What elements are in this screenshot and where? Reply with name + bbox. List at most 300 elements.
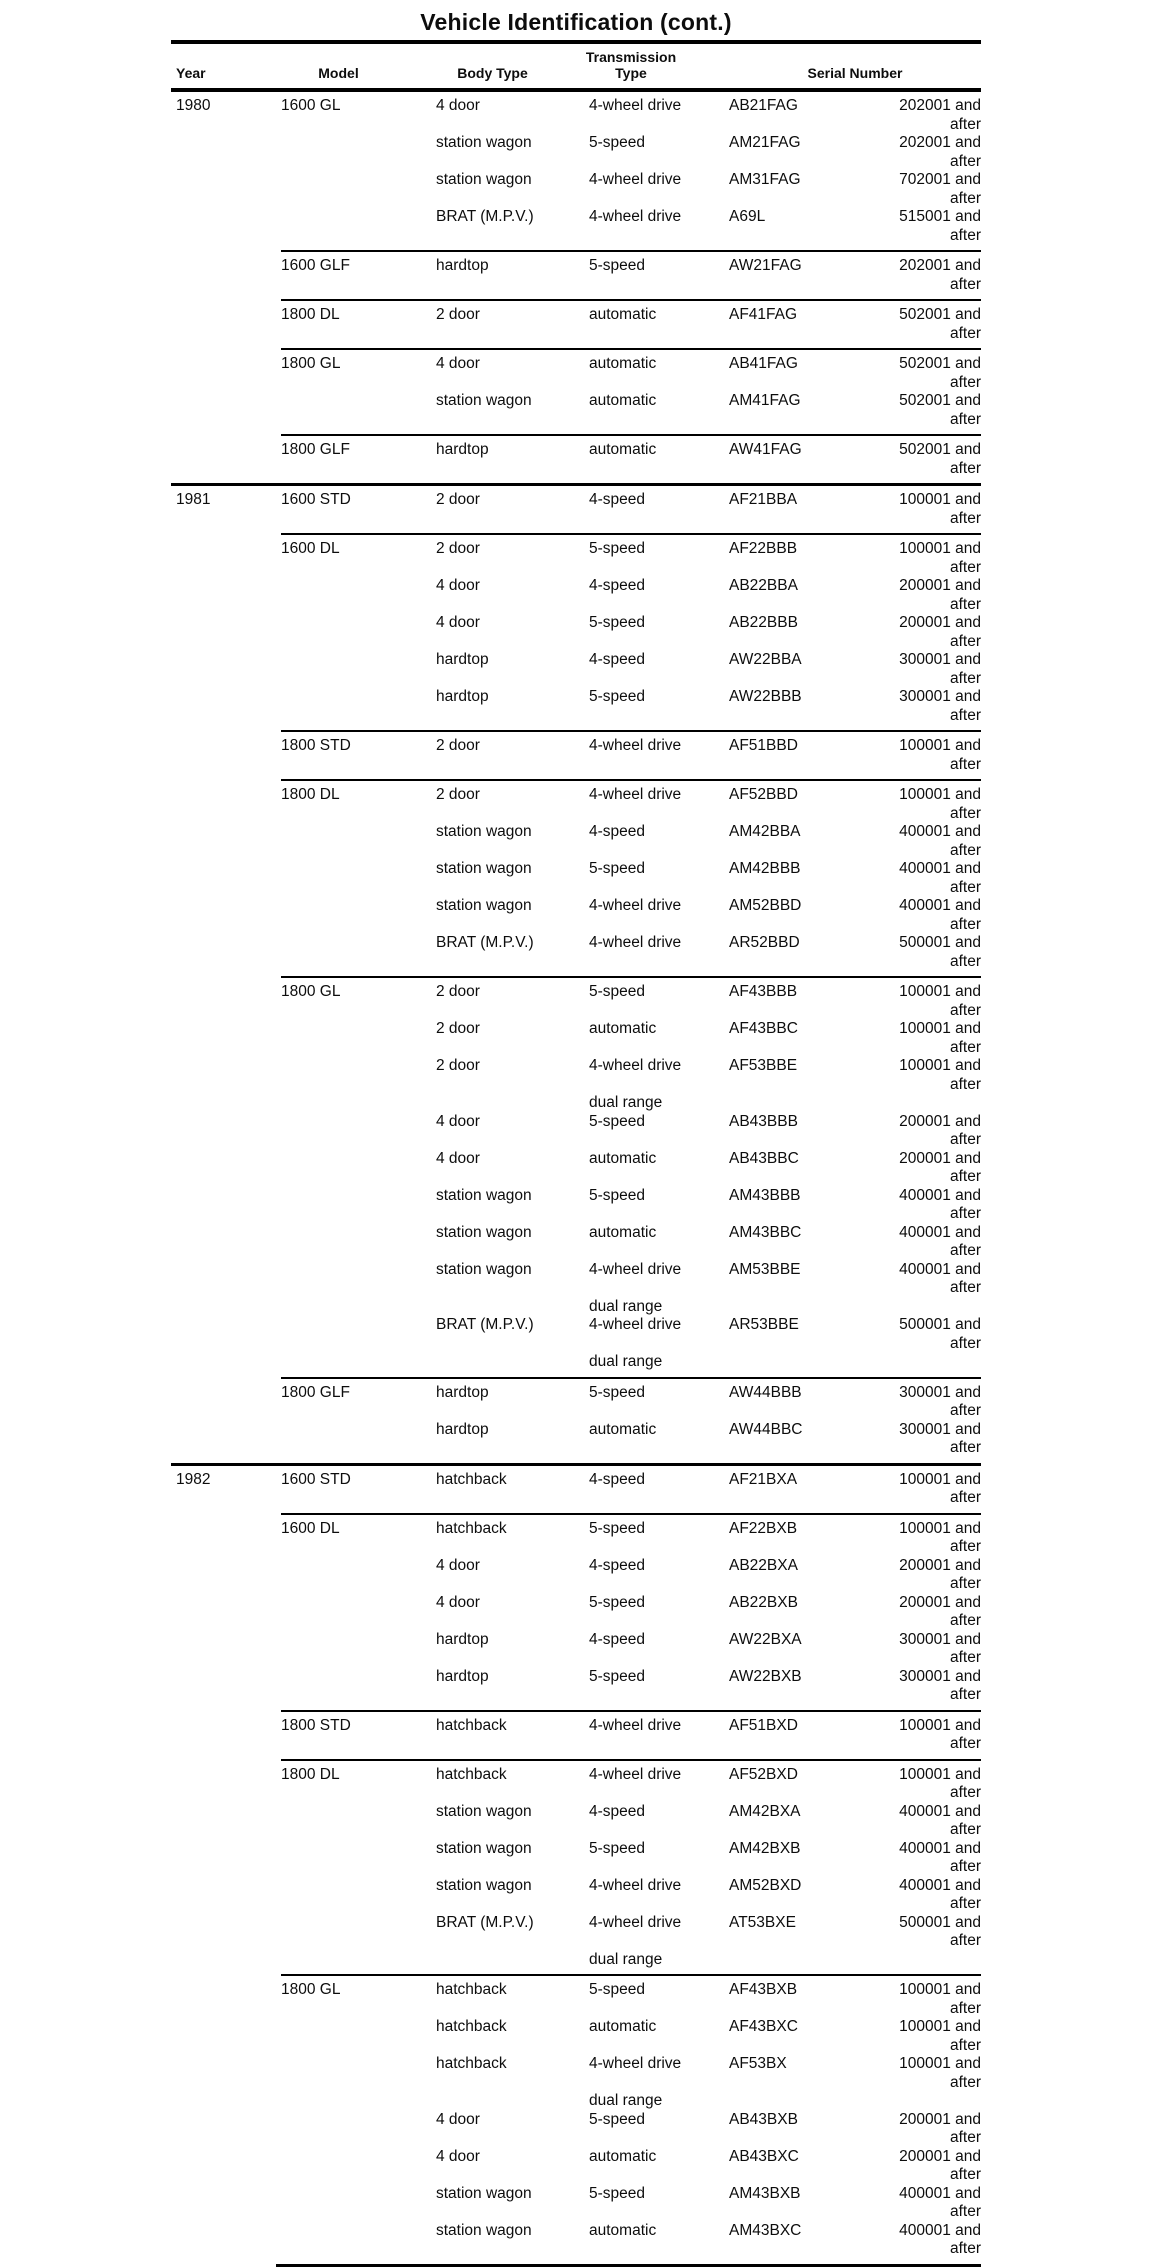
serial-code-cell: AW22BXA: [729, 1630, 802, 1648]
serial-code-cell: AB43BBC: [729, 1149, 799, 1167]
model-rows: [436, 1384, 981, 1458]
body-type-cell: hardtop: [436, 1667, 489, 1685]
transmission-cell: 4-speed: [589, 1802, 646, 1820]
model-group: [281, 976, 981, 1377]
serial-code-cell: AM43BBB: [729, 1186, 801, 1204]
serial-code-cell: AM43BXB: [729, 2184, 801, 2202]
table-row: [436, 2018, 981, 2055]
year-label: 1982: [176, 1470, 211, 1488]
year-label: 1980: [176, 97, 211, 114]
model-rows: [436, 1981, 981, 2259]
model-rows: [436, 355, 981, 429]
body-type-cell: 2 door: [436, 983, 480, 1000]
transmission-cell: 4-wheel drive: [589, 737, 682, 754]
transmission-cell-line2: dual range: [589, 1353, 663, 1370]
body-type-cell: hatchback: [436, 1716, 507, 1734]
table-row: [436, 1914, 981, 1951]
col-header-transmission-type: [561, 49, 701, 81]
transmission-cell: 5-speed: [589, 1981, 646, 1998]
transmission-cell: 4-wheel drive: [589, 1716, 682, 1734]
serial-range-cell: 515001 and after: [899, 208, 981, 244]
body-type-cell: hatchback: [436, 1470, 507, 1488]
serial-code-cell: AF22BXB: [729, 1519, 798, 1537]
serial-code-cell: AF21BXA: [729, 1470, 798, 1488]
serial-code-cell: AF43BBC: [729, 1020, 798, 1037]
body-type-cell: BRAT (M.P.V.): [436, 208, 534, 225]
model-label: 1600 STD: [281, 1470, 351, 1488]
serial-range-cell: 400001 and after: [899, 2184, 981, 2220]
serial-code-cell: AM31FAG: [729, 171, 801, 188]
serial-range-cell: 200001 and after: [899, 2110, 981, 2146]
serial-range-cell: 202001 and after: [899, 257, 981, 293]
table-row: [436, 491, 981, 528]
table-row: [436, 614, 981, 651]
table-row: [436, 651, 981, 688]
table-row: [436, 786, 981, 823]
model-rows: [436, 491, 981, 528]
serial-range-cell: 100001 and after: [899, 1020, 981, 1056]
serial-code-cell: AB43BXB: [729, 2110, 798, 2128]
model-group: [281, 1759, 981, 1975]
body-type-cell: station wagon: [436, 2184, 532, 2202]
body-type-cell: station wagon: [436, 392, 532, 409]
serial-code-cell: AB43BXC: [729, 2147, 799, 2165]
body-type-cell: hardtop: [436, 1630, 489, 1648]
transmission-cell-line2: dual range: [589, 2092, 663, 2109]
serial-code-cell: AW22BBB: [729, 688, 802, 705]
table-row: [436, 823, 981, 860]
serial-range-cell: 300001 and after: [899, 688, 981, 724]
serial-code-cell: AF53BBE: [729, 1057, 798, 1074]
body-type-cell: station wagon: [436, 1260, 532, 1278]
table-row: [436, 1187, 981, 1224]
serial-code-cell: AM42BBA: [729, 823, 801, 840]
model-group: [281, 1710, 981, 1759]
body-type-cell: 4 door: [436, 1112, 480, 1130]
serial-range-cell: 500001 and after: [899, 1913, 981, 1949]
transmission-cell: 4-wheel drive: [589, 786, 682, 803]
serial-code-cell: AF41FAG: [729, 306, 798, 323]
serial-code-cell: AB43BBB: [729, 1112, 798, 1130]
body-type-cell: 4 door: [436, 1556, 480, 1574]
model-rows: [436, 97, 981, 245]
body-type-cell: hardtop: [436, 257, 489, 274]
transmission-cell: 4-wheel drive: [589, 2055, 682, 2072]
model-groups: [281, 1466, 981, 2264]
body-type-cell: 4 door: [436, 1593, 480, 1611]
model-rows: [436, 1766, 981, 1970]
transmission-cell: 4-wheel drive: [589, 1057, 682, 1074]
serial-code-cell: AW44BBC: [729, 1420, 803, 1438]
body-type-cell: 4 door: [436, 1149, 480, 1167]
serial-range-cell: 200001 and after: [899, 614, 981, 650]
table-row: [436, 577, 981, 614]
page-title: Vehicle Identification (cont.): [420, 9, 732, 35]
serial-range-cell: 300001 and after: [899, 651, 981, 687]
serial-code-cell: AM43BXC: [729, 2221, 802, 2239]
table-row: [436, 1840, 981, 1877]
model-label: 1600 DL: [281, 540, 340, 557]
table-row-continuation: [436, 1951, 981, 1970]
model-group: [281, 1974, 981, 2264]
transmission-cell: 4-wheel drive: [589, 1316, 682, 1333]
model-label: 1800 GL: [281, 983, 341, 1000]
table-row-continuation: [436, 1094, 981, 1113]
serial-code-cell: AF52BXD: [729, 1765, 798, 1783]
model-group: [281, 1377, 981, 1463]
table-row: [436, 355, 981, 392]
body-type-cell: station wagon: [436, 1186, 532, 1204]
model-label: 1800 GLF: [281, 441, 350, 458]
body-type-cell: 4 door: [436, 2110, 480, 2128]
serial-code-cell: AB22BXB: [729, 1593, 798, 1611]
body-type-cell: 2 door: [436, 491, 480, 508]
table-row: [436, 1668, 981, 1705]
serial-range-cell: 502001 and after: [899, 306, 981, 342]
serial-range-cell: 502001 and after: [899, 355, 981, 391]
model-label: 1800 GL: [281, 1981, 341, 1998]
table-row: [436, 171, 981, 208]
transmission-cell: 5-speed: [589, 1112, 646, 1130]
transmission-cell: 5-speed: [589, 540, 646, 557]
serial-range-cell: 400001 and after: [899, 823, 981, 859]
serial-code-cell: AF43BXB: [729, 1981, 798, 1998]
bottom-rule: [276, 2264, 981, 2267]
table-row: [436, 983, 981, 1020]
body-type-cell: 4 door: [436, 614, 480, 631]
body-type-cell: 4 door: [436, 97, 480, 114]
body-type-cell: 2 door: [436, 306, 480, 323]
transmission-cell: 4-speed: [589, 577, 646, 594]
transmission-cell: automatic: [589, 355, 657, 372]
serial-code-cell-empty: [729, 2092, 869, 2111]
transmission-cell: automatic: [589, 306, 657, 323]
transmission-cell: 5-speed: [589, 1383, 646, 1401]
serial-code-cell: AF43BXC: [729, 2018, 798, 2035]
serial-range-cell: 202001 and after: [899, 134, 981, 170]
year-group-1981: [171, 483, 981, 1463]
transmission-cell: 4-speed: [589, 491, 646, 508]
body-type-cell: 4 door: [436, 355, 480, 372]
transmission-cell: automatic: [589, 2018, 657, 2035]
serial-range-cell: 100001 and after: [899, 2018, 981, 2054]
body-type-cell: hardtop: [436, 688, 489, 705]
transmission-cell: 5-speed: [589, 614, 646, 631]
model-group: [281, 92, 981, 250]
model-label: 1600 GL: [281, 97, 341, 114]
model-rows: [436, 441, 981, 478]
table-row: [436, 688, 981, 725]
table-row: [436, 1057, 981, 1094]
serial-code-cell-empty: [729, 1353, 869, 1372]
col-header-body-type: Body Type: [457, 65, 528, 81]
serial-code-cell: AM42BXA: [729, 1802, 801, 1820]
model-rows: [436, 983, 981, 1372]
serial-code-cell: AM21FAG: [729, 134, 801, 151]
body-type-cell-empty: [436, 1951, 589, 1970]
body-type-cell: station wagon: [436, 2221, 532, 2239]
serial-code-cell: AF21BBA: [729, 491, 798, 508]
model-label: 1800 GL: [281, 355, 341, 372]
serial-code-cell: AW22BXB: [729, 1667, 802, 1685]
serial-range-cell-empty: [869, 1298, 981, 1317]
body-type-cell: hatchback: [436, 1981, 507, 1998]
model-rows: [436, 306, 981, 343]
col-header-transmission-line1: Transmission: [585, 49, 677, 65]
model-group: [281, 434, 981, 483]
serial-range-cell: 502001 and after: [899, 392, 981, 428]
model-label: 1800 DL: [281, 306, 340, 323]
table-row: [436, 1877, 981, 1914]
table-row: [436, 208, 981, 245]
table-row: [436, 1717, 981, 1754]
transmission-cell: automatic: [589, 441, 657, 458]
body-type-cell: station wagon: [436, 1802, 532, 1820]
table-row: [436, 2185, 981, 2222]
serial-range-cell-empty: [869, 1094, 981, 1113]
body-type-cell: 4 door: [436, 2147, 480, 2165]
table-row: [436, 737, 981, 774]
serial-code-cell: AM42BXB: [729, 1839, 801, 1857]
model-label: 1800 DL: [281, 786, 340, 803]
model-rows: [436, 1520, 981, 1705]
year-group-1982: [171, 1463, 981, 2264]
serial-code-cell: AF22BBB: [729, 540, 798, 557]
transmission-cell: 5-speed: [589, 2110, 646, 2128]
serial-range-cell: 400001 and after: [899, 1260, 981, 1296]
serial-code-cell: AF43BBB: [729, 983, 798, 1000]
serial-range-cell: 400001 and after: [899, 897, 981, 933]
transmission-cell: automatic: [589, 2221, 657, 2239]
serial-range-cell: 202001 and after: [899, 97, 981, 133]
model-label: 1800 GLF: [281, 1383, 350, 1401]
body-type-cell: BRAT (M.P.V.): [436, 1913, 534, 1931]
serial-range-cell: 400001 and after: [899, 1839, 981, 1875]
serial-code-cell: AF52BBD: [729, 786, 798, 803]
serial-range-cell: 100001 and after: [899, 2055, 981, 2091]
model-group: [281, 533, 981, 730]
serial-range-cell: 400001 and after: [899, 1802, 981, 1838]
serial-code-cell: AM42BBB: [729, 860, 801, 877]
serial-range-cell: 200001 and after: [899, 1556, 981, 1592]
transmission-cell: 4-wheel drive: [589, 208, 682, 225]
serial-code-cell-empty: [729, 1094, 869, 1113]
serial-range-cell: 100001 and after: [899, 540, 981, 576]
serial-range-cell: 100001 and after: [899, 491, 981, 527]
table-row-continuation: [436, 1298, 981, 1317]
body-type-cell: 2 door: [436, 1057, 480, 1074]
serial-range-cell: 500001 and after: [899, 934, 981, 970]
model-label: 1800 DL: [281, 1765, 340, 1783]
body-type-cell: station wagon: [436, 897, 532, 914]
body-type-cell: hardtop: [436, 651, 489, 668]
serial-range-cell: 502001 and after: [899, 441, 981, 477]
serial-range-cell: 100001 and after: [899, 1765, 981, 1801]
transmission-cell: 4-wheel drive: [589, 1876, 682, 1894]
serial-range-cell-empty: [869, 2092, 981, 2111]
model-group: [281, 348, 981, 434]
serial-code-cell: AB22BXA: [729, 1556, 798, 1574]
serial-code-cell: AM41FAG: [729, 392, 801, 409]
transmission-cell-line2: dual range: [589, 1950, 663, 1968]
serial-code-cell: AW44BBB: [729, 1383, 802, 1401]
body-type-cell: hardtop: [436, 1383, 489, 1401]
serial-code-cell: AB41FAG: [729, 355, 798, 372]
model-label: 1600 STD: [281, 491, 351, 508]
serial-range-cell: 100001 and after: [899, 1057, 981, 1093]
transmission-cell: automatic: [589, 1223, 657, 1241]
table-row: [436, 1594, 981, 1631]
table-row: [436, 1020, 981, 1057]
model-rows: [436, 786, 981, 971]
serial-range-cell: 702001 and after: [899, 171, 981, 207]
body-type-cell: BRAT (M.P.V.): [436, 1316, 534, 1333]
model-label: 1800 STD: [281, 737, 351, 754]
body-type-cell: station wagon: [436, 1223, 532, 1241]
serial-code-cell: AM52BXD: [729, 1876, 802, 1894]
body-type-cell: 2 door: [436, 786, 480, 803]
model-group: [281, 1466, 981, 1513]
serial-range-cell: 100001 and after: [899, 737, 981, 773]
serial-code-cell: AB22BBB: [729, 614, 798, 631]
serial-range-cell: 100001 and after: [899, 983, 981, 1019]
transmission-cell: 4-speed: [589, 823, 646, 840]
serial-code-cell: AW22BBA: [729, 651, 802, 668]
model-rows: [436, 1471, 981, 1508]
transmission-cell: 5-speed: [589, 2184, 646, 2202]
year-label: 1981: [176, 491, 211, 508]
serial-code-cell: AM52BBD: [729, 897, 802, 914]
body-type-cell: station wagon: [436, 823, 532, 840]
serial-code-cell: AF51BBD: [729, 737, 798, 754]
transmission-cell: 4-speed: [589, 1470, 646, 1488]
model-group: [281, 250, 981, 299]
table-row: [436, 1520, 981, 1557]
table-row: [436, 1261, 981, 1298]
table-row: [436, 257, 981, 294]
serial-range-cell: 100001 and after: [899, 1716, 981, 1752]
serial-range-cell: 200001 and after: [899, 1593, 981, 1629]
serial-range-cell: 400001 and after: [899, 1186, 981, 1222]
body-type-cell: station wagon: [436, 860, 532, 877]
table-row: [436, 1557, 981, 1594]
model-group: [281, 486, 981, 533]
serial-range-cell: 400001 and after: [899, 1223, 981, 1259]
model-rows: [436, 257, 981, 294]
body-type-cell-empty: [436, 2092, 589, 2111]
body-type-cell: hardtop: [436, 1420, 489, 1438]
serial-range-cell-empty: [869, 1353, 981, 1372]
serial-range-cell: 100001 and after: [899, 1519, 981, 1555]
transmission-cell: 4-speed: [589, 651, 646, 668]
table-row: [436, 1803, 981, 1840]
serial-code-cell: AM53BBE: [729, 1260, 801, 1278]
serial-code-cell: AF53BX: [729, 2055, 787, 2072]
serial-range-cell: 200001 and after: [899, 1149, 981, 1185]
table-row: [436, 1113, 981, 1150]
serial-range-cell: 500001 and after: [899, 1316, 981, 1352]
table-row: [436, 1471, 981, 1508]
serial-range-cell: 200001 and after: [899, 2147, 981, 2183]
serial-code-cell: AB21FAG: [729, 97, 798, 114]
body-type-cell: station wagon: [436, 1839, 532, 1857]
serial-code-cell-empty: [729, 1951, 869, 1970]
serial-range-cell-empty: [869, 1951, 981, 1970]
serial-code-cell: AR53BBE: [729, 1316, 799, 1333]
body-type-cell: station wagon: [436, 171, 532, 188]
serial-range-cell: 100001 and after: [899, 786, 981, 822]
table-row: [436, 392, 981, 429]
body-type-cell: BRAT (M.P.V.): [436, 934, 534, 951]
serial-range-cell: 400001 and after: [899, 2221, 981, 2257]
model-group: [281, 779, 981, 976]
table-row: [436, 1981, 981, 2018]
transmission-cell: 5-speed: [589, 1593, 646, 1611]
table-row: [436, 2111, 981, 2148]
table-row: [436, 1224, 981, 1261]
transmission-cell: 5-speed: [589, 688, 646, 705]
transmission-cell: 4-wheel drive: [589, 171, 682, 188]
table-row: [436, 860, 981, 897]
table-header-row: [171, 44, 981, 92]
model-rows: [436, 737, 981, 774]
transmission-cell-line2: dual range: [589, 1094, 663, 1111]
model-rows: [436, 540, 981, 725]
model-groups: [281, 486, 981, 1463]
model-groups: [281, 92, 981, 483]
serial-code-cell-empty: [729, 1298, 869, 1317]
serial-range-cell: 300001 and after: [899, 1420, 981, 1456]
serial-code-cell: AF51BXD: [729, 1716, 798, 1734]
serial-code-cell: AR52BBD: [729, 934, 800, 951]
table-row: [436, 1150, 981, 1187]
table-body: [171, 92, 981, 2264]
table-row: [436, 2222, 981, 2259]
table-row-continuation: [436, 1353, 981, 1372]
body-type-cell: 2 door: [436, 737, 480, 754]
model-label: 1800 STD: [281, 1716, 351, 1734]
transmission-cell: 4-wheel drive: [589, 97, 682, 114]
transmission-cell: 5-speed: [589, 1667, 646, 1685]
transmission-cell: 5-speed: [589, 983, 646, 1000]
table-row: [436, 1384, 981, 1421]
body-type-cell-empty: [436, 1298, 589, 1317]
transmission-cell: 5-speed: [589, 1839, 646, 1857]
body-type-cell: station wagon: [436, 1876, 532, 1894]
body-type-cell-empty: [436, 1094, 589, 1113]
serial-range-cell: 200001 and after: [899, 1112, 981, 1148]
table-row: [436, 441, 981, 478]
transmission-cell: automatic: [589, 2147, 657, 2165]
col-header-model: Model: [318, 65, 359, 81]
table-row: [436, 2148, 981, 2185]
serial-range-cell: 300001 and after: [899, 1383, 981, 1419]
model-rows: [436, 1717, 981, 1754]
transmission-cell: 4-wheel drive: [589, 1260, 682, 1278]
table-row: [436, 1316, 981, 1353]
body-type-cell: hatchback: [436, 1519, 507, 1537]
serial-code-cell: A69L: [729, 208, 766, 225]
col-header-transmission-line2: Type: [615, 65, 647, 81]
body-type-cell: station wagon: [436, 134, 532, 151]
table-row: [436, 1421, 981, 1458]
transmission-cell: 4-wheel drive: [589, 1765, 682, 1783]
transmission-cell: automatic: [589, 1149, 657, 1167]
body-type-cell: 2 door: [436, 540, 480, 557]
serial-range-cell: 300001 and after: [899, 1630, 981, 1666]
transmission-cell: 4-wheel drive: [589, 897, 682, 914]
model-label: 1600 GLF: [281, 257, 350, 274]
